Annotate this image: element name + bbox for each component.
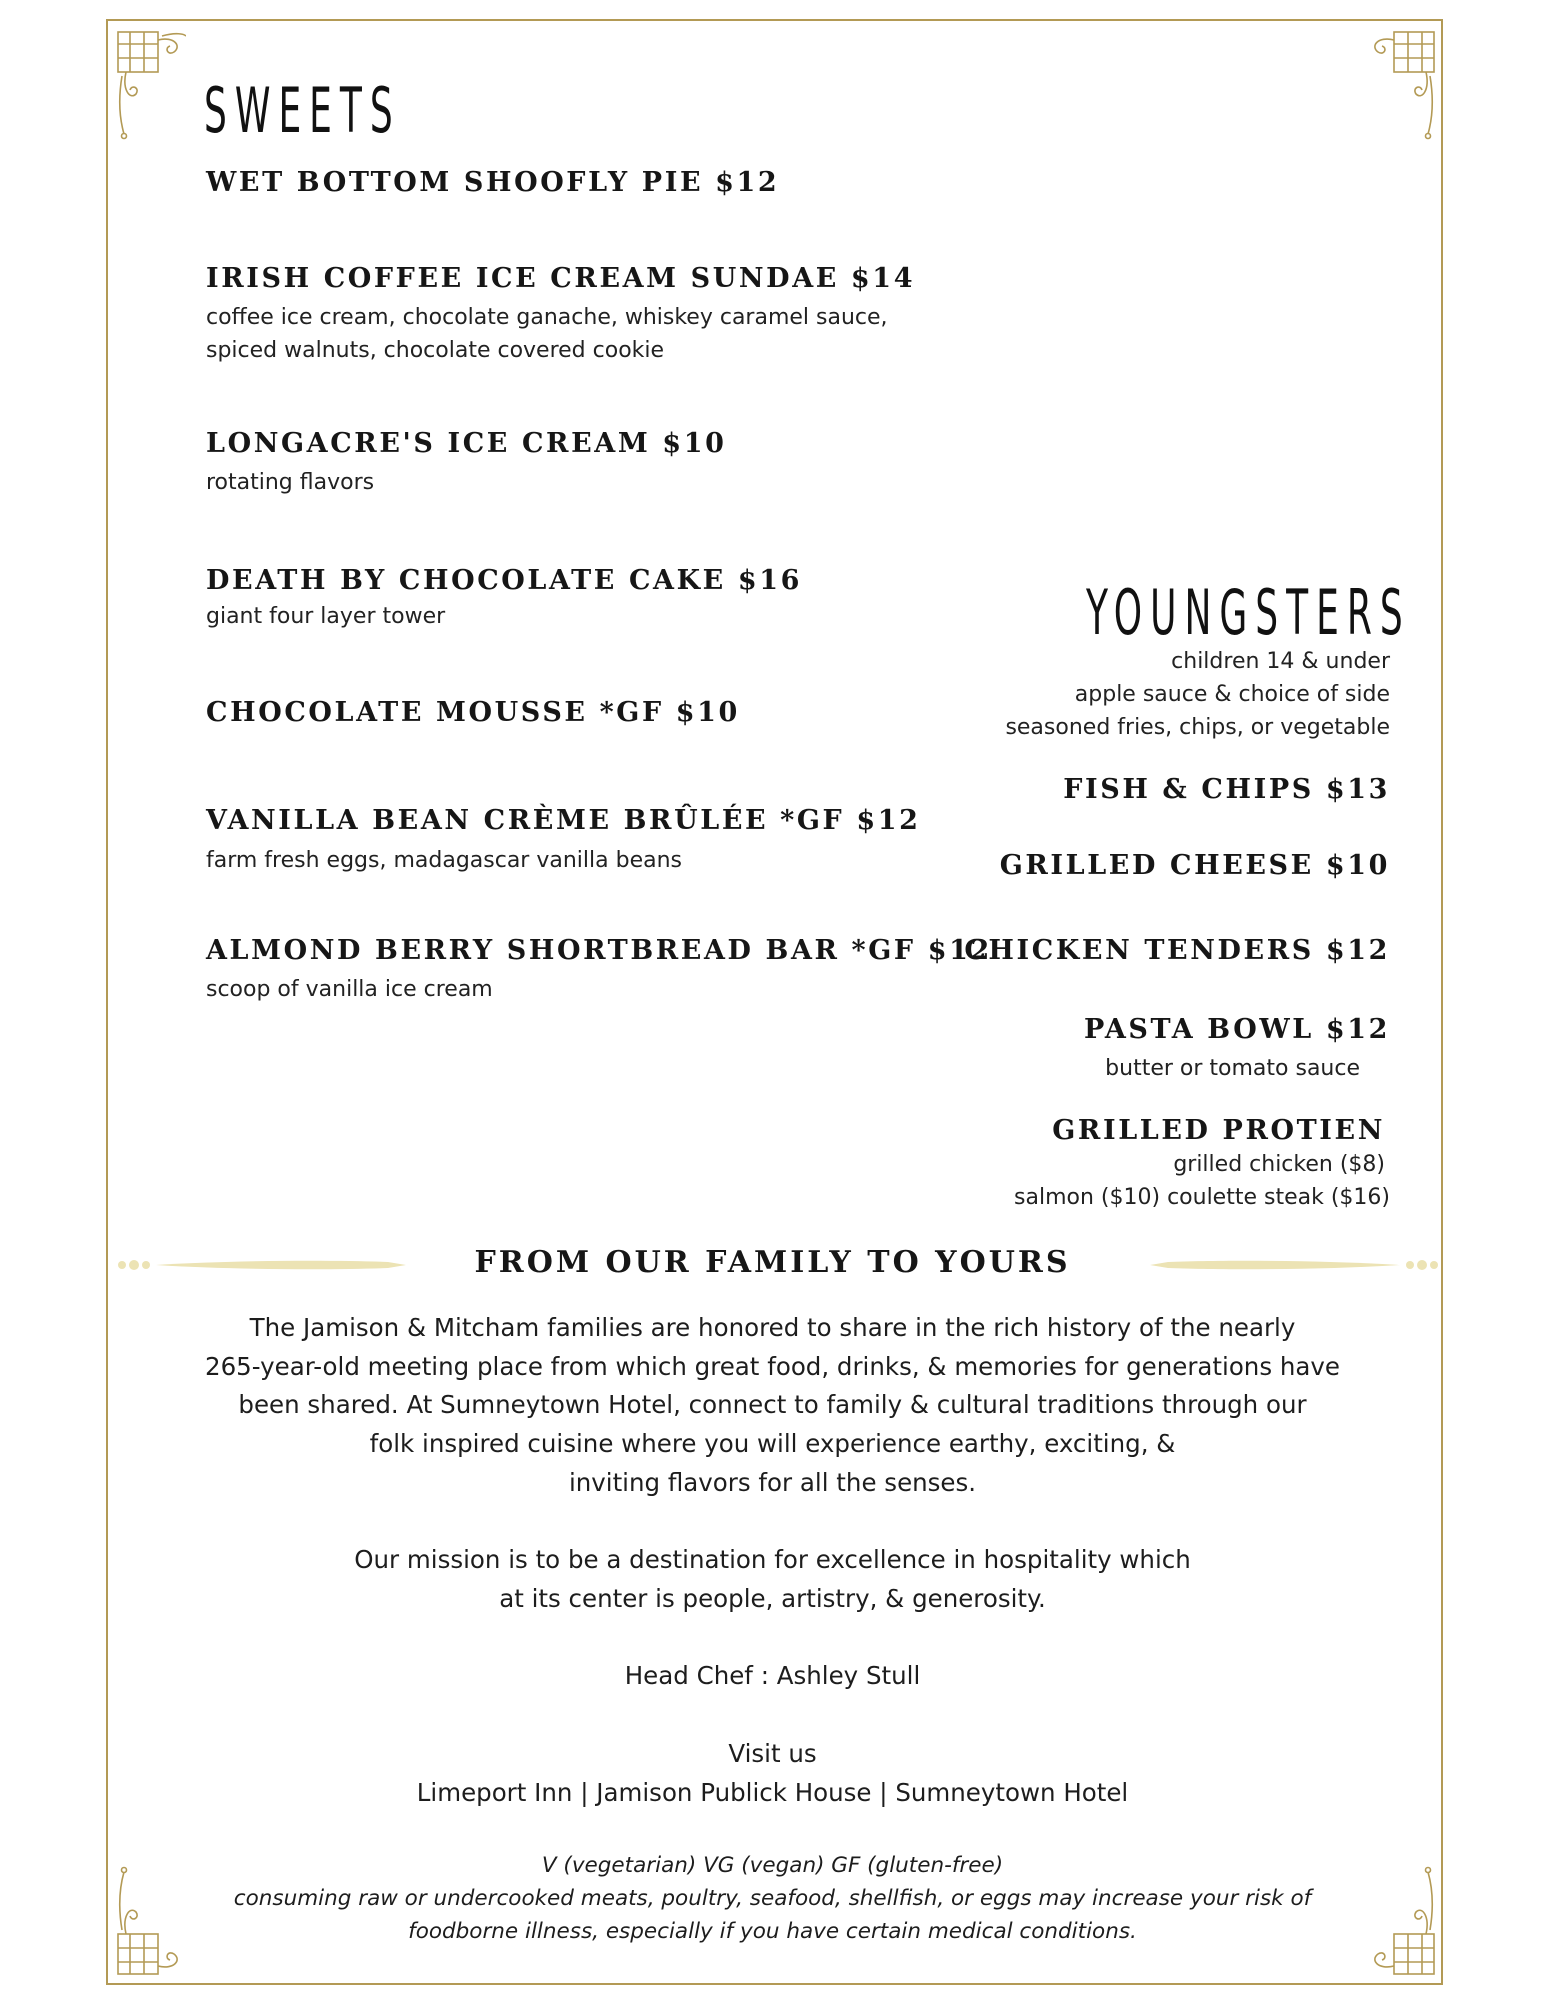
menu-item-shortbread-bar: ALMOND BERRY SHORTBREAD BAR *GF $12 — [206, 935, 992, 966]
corner-ornament-icon — [116, 30, 186, 140]
visit-label: Visit us — [728, 1739, 817, 1768]
sweets-heading: SWEETS — [204, 76, 401, 148]
food-safety-warning: foodborne illness, especially if you have certain medical conditions. — [408, 1919, 1137, 1944]
family-paragraph-line: been shared. At Sumneytown Hotel, connect to family & cultural traditions through our — [238, 1390, 1307, 1419]
item-description: coffee ice cream, chocolate ganache, whiskey caramel sauce, — [206, 305, 888, 330]
menu-item-shoofly-pie: WET BOTTOM SHOOFLY PIE $12 — [206, 167, 780, 198]
item-description: farm fresh eggs, madagascar vanilla beans — [206, 848, 682, 873]
menu-item-longacres-ice-cream: LONGACRE'S ICE CREAM $10 — [206, 428, 727, 459]
item-description: scoop of vanilla ice cream — [206, 977, 493, 1002]
youngsters-intro-line: children 14 & under — [1171, 649, 1390, 674]
item-description: rotating flavors — [206, 470, 375, 495]
kids-item-grilled-protein: GRILLED PROTIEN — [1052, 1115, 1385, 1146]
kids-item-grilled-cheese: GRILLED CHEESE $10 — [999, 850, 1390, 881]
menu-item-creme-brulee: VANILLA BEAN CRÈME BRÛLÉE *GF $12 — [206, 805, 921, 836]
family-paragraph-line: The Jamison & Mitcham families are honored to share in the rich history of the nearly — [249, 1313, 1296, 1342]
youngsters-heading: YOUNGSTERS — [1086, 578, 1411, 650]
kids-item-pasta-bowl: PASTA BOWL $12 — [1083, 1014, 1390, 1045]
mission-line: at its center is people, artistry, & generosity. — [499, 1584, 1046, 1613]
family-paragraph-line: folk inspired cuisine where you will experience earthy, exciting, & — [369, 1429, 1176, 1458]
corner-ornament-icon — [1366, 30, 1436, 140]
locations: Limeport Inn | Jamison Publick House | Sumneytown Hotel — [416, 1778, 1129, 1807]
item-description: butter or tomato sauce — [1105, 1056, 1360, 1081]
item-description: spiced walnuts, chocolate covered cookie — [206, 338, 665, 363]
mission-line: Our mission is to be a destination for excellence in hospitality which — [354, 1545, 1191, 1574]
item-description: salmon ($10) coulette steak ($16) — [1014, 1185, 1390, 1210]
kids-item-chicken-tenders: CHICKEN TENDERS $12 — [964, 935, 1390, 966]
family-heading: FROM OUR FAMILY TO YOURS — [474, 1245, 1071, 1280]
head-chef: Head Chef : Ashley Stull — [624, 1661, 921, 1690]
item-description: grilled chicken ($8) — [1173, 1152, 1385, 1177]
menu-item-chocolate-mousse: CHOCOLATE MOUSSE *GF $10 — [206, 697, 740, 728]
dietary-legend: V (vegetarian) VG (vegan) GF (gluten-free) — [541, 1853, 1004, 1878]
menu-item-irish-coffee-sundae: IRISH COFFEE ICE CREAM SUNDAE $14 — [206, 263, 916, 294]
youngsters-intro-line: seasoned fries, chips, or vegetable — [1005, 715, 1390, 740]
menu-item-chocolate-cake: DEATH BY CHOCOLATE CAKE $16 — [206, 565, 802, 596]
food-safety-warning: consuming raw or undercooked meats, poultry, seafood, shellfish, or eggs may increase your risk of — [233, 1886, 1312, 1911]
youngsters-intro-line: apple sauce & choice of side — [1074, 682, 1390, 707]
family-paragraph-line: inviting flavors for all the senses. — [568, 1468, 977, 1497]
item-description: giant four layer tower — [206, 604, 446, 629]
family-paragraph-line: 265-year-old meeting place from which great food, drinks, & memories for generations have — [204, 1352, 1340, 1381]
kids-item-fish-chips: FISH & CHIPS $13 — [1063, 774, 1390, 805]
